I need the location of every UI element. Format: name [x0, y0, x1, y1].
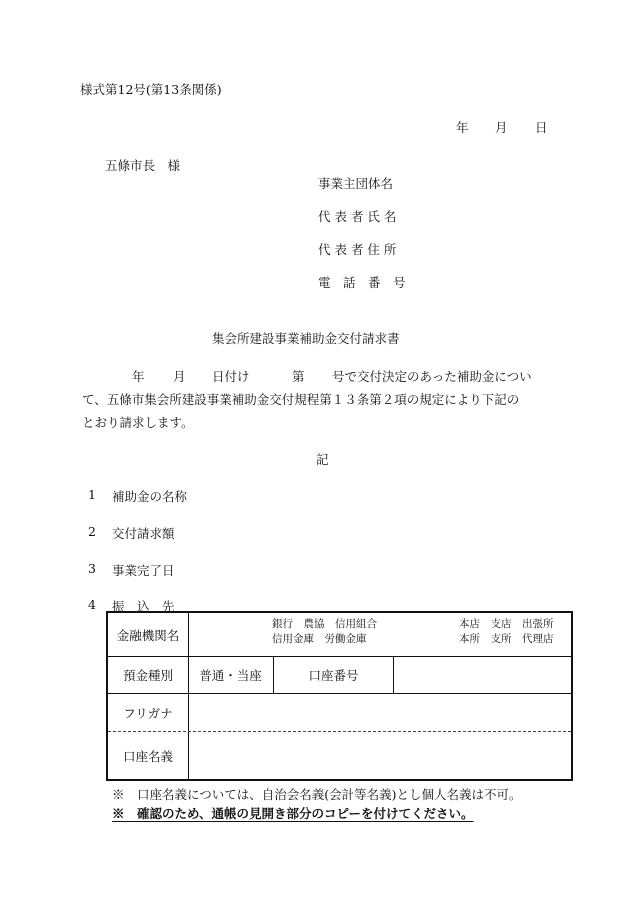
- institution-field[interactable]: [188, 613, 571, 656]
- account-number-label-cell: [274, 657, 394, 693]
- institution-label: 金融機関名: [108, 613, 189, 656]
- body-line2: て、五條市集会所建設事業補助金交付規程第１３条第２項の規定により下記の: [82, 392, 520, 407]
- furigana-field[interactable]: [188, 694, 571, 731]
- document-title: 集会所建設事業補助金交付請求書: [212, 331, 400, 346]
- body-month: 月: [173, 369, 186, 384]
- account-holder-row: [108, 732, 571, 779]
- branch-types-line2: 本所 支所 代理店: [459, 633, 554, 645]
- note-account-name: ※ 口座名義については、自治会名義(会計等名義)とし個人名義は不可。: [112, 787, 522, 802]
- item-number: 4: [88, 597, 96, 612]
- form-number: 様式第12号(第13条関係): [80, 82, 222, 97]
- phone-label: 電 話 番 号: [318, 275, 406, 290]
- bank-types-line2: 信用金庫 労働金庫: [272, 633, 367, 645]
- item-number: 3: [88, 561, 96, 576]
- item-text: 交付請求額: [112, 526, 175, 541]
- institution-row: [108, 613, 571, 657]
- deposit-type-field[interactable]: [188, 657, 274, 693]
- date-day: 日: [535, 120, 548, 135]
- deposit-row: [108, 657, 571, 694]
- ki-heading: 記: [316, 452, 329, 467]
- rep-name-label: 代 表 者 氏 名: [318, 209, 397, 224]
- body-line1-rest: 号で交付決定のあった補助金につい: [332, 369, 532, 384]
- bank-transfer-table: [106, 611, 573, 781]
- furigana-row: [108, 694, 571, 732]
- date-month: 月: [495, 120, 508, 135]
- item-text: 補助金の名称: [112, 489, 188, 504]
- bank-types-line1: 銀行 農協 信用組合: [272, 618, 377, 630]
- item-text: 事業完了日: [112, 563, 175, 578]
- addressee: 五條市長 様: [105, 158, 181, 173]
- org-name-label: 事業主団体名: [318, 176, 394, 191]
- item-number: 1: [88, 487, 96, 502]
- body-line3: とおり請求します。: [82, 415, 194, 430]
- furigana-label: フリガナ: [108, 694, 189, 731]
- body-no: 第: [292, 369, 305, 384]
- account-holder-label: 口座名義: [108, 732, 189, 779]
- body-year: 年: [132, 369, 145, 384]
- item-number: 2: [88, 524, 96, 539]
- rep-address-label: 代 表 者 住 所: [318, 242, 397, 257]
- item-text: 振 込 先: [112, 599, 175, 614]
- deposit-type-label: 預金種別: [108, 657, 189, 693]
- body-dated: 日付け: [212, 369, 250, 384]
- account-holder-field[interactable]: [188, 732, 571, 779]
- date-year: 年: [456, 120, 469, 135]
- deposit-type-value: 普通・当座: [199, 668, 262, 683]
- account-number-field[interactable]: [394, 657, 571, 693]
- account-number-label: 口座番号: [308, 668, 359, 683]
- note-passbook-copy: ※ 確認のため、通帳の見開き部分のコピーを付けてください。: [112, 806, 474, 821]
- branch-types-line1: 本店 支店 出張所: [459, 618, 554, 630]
